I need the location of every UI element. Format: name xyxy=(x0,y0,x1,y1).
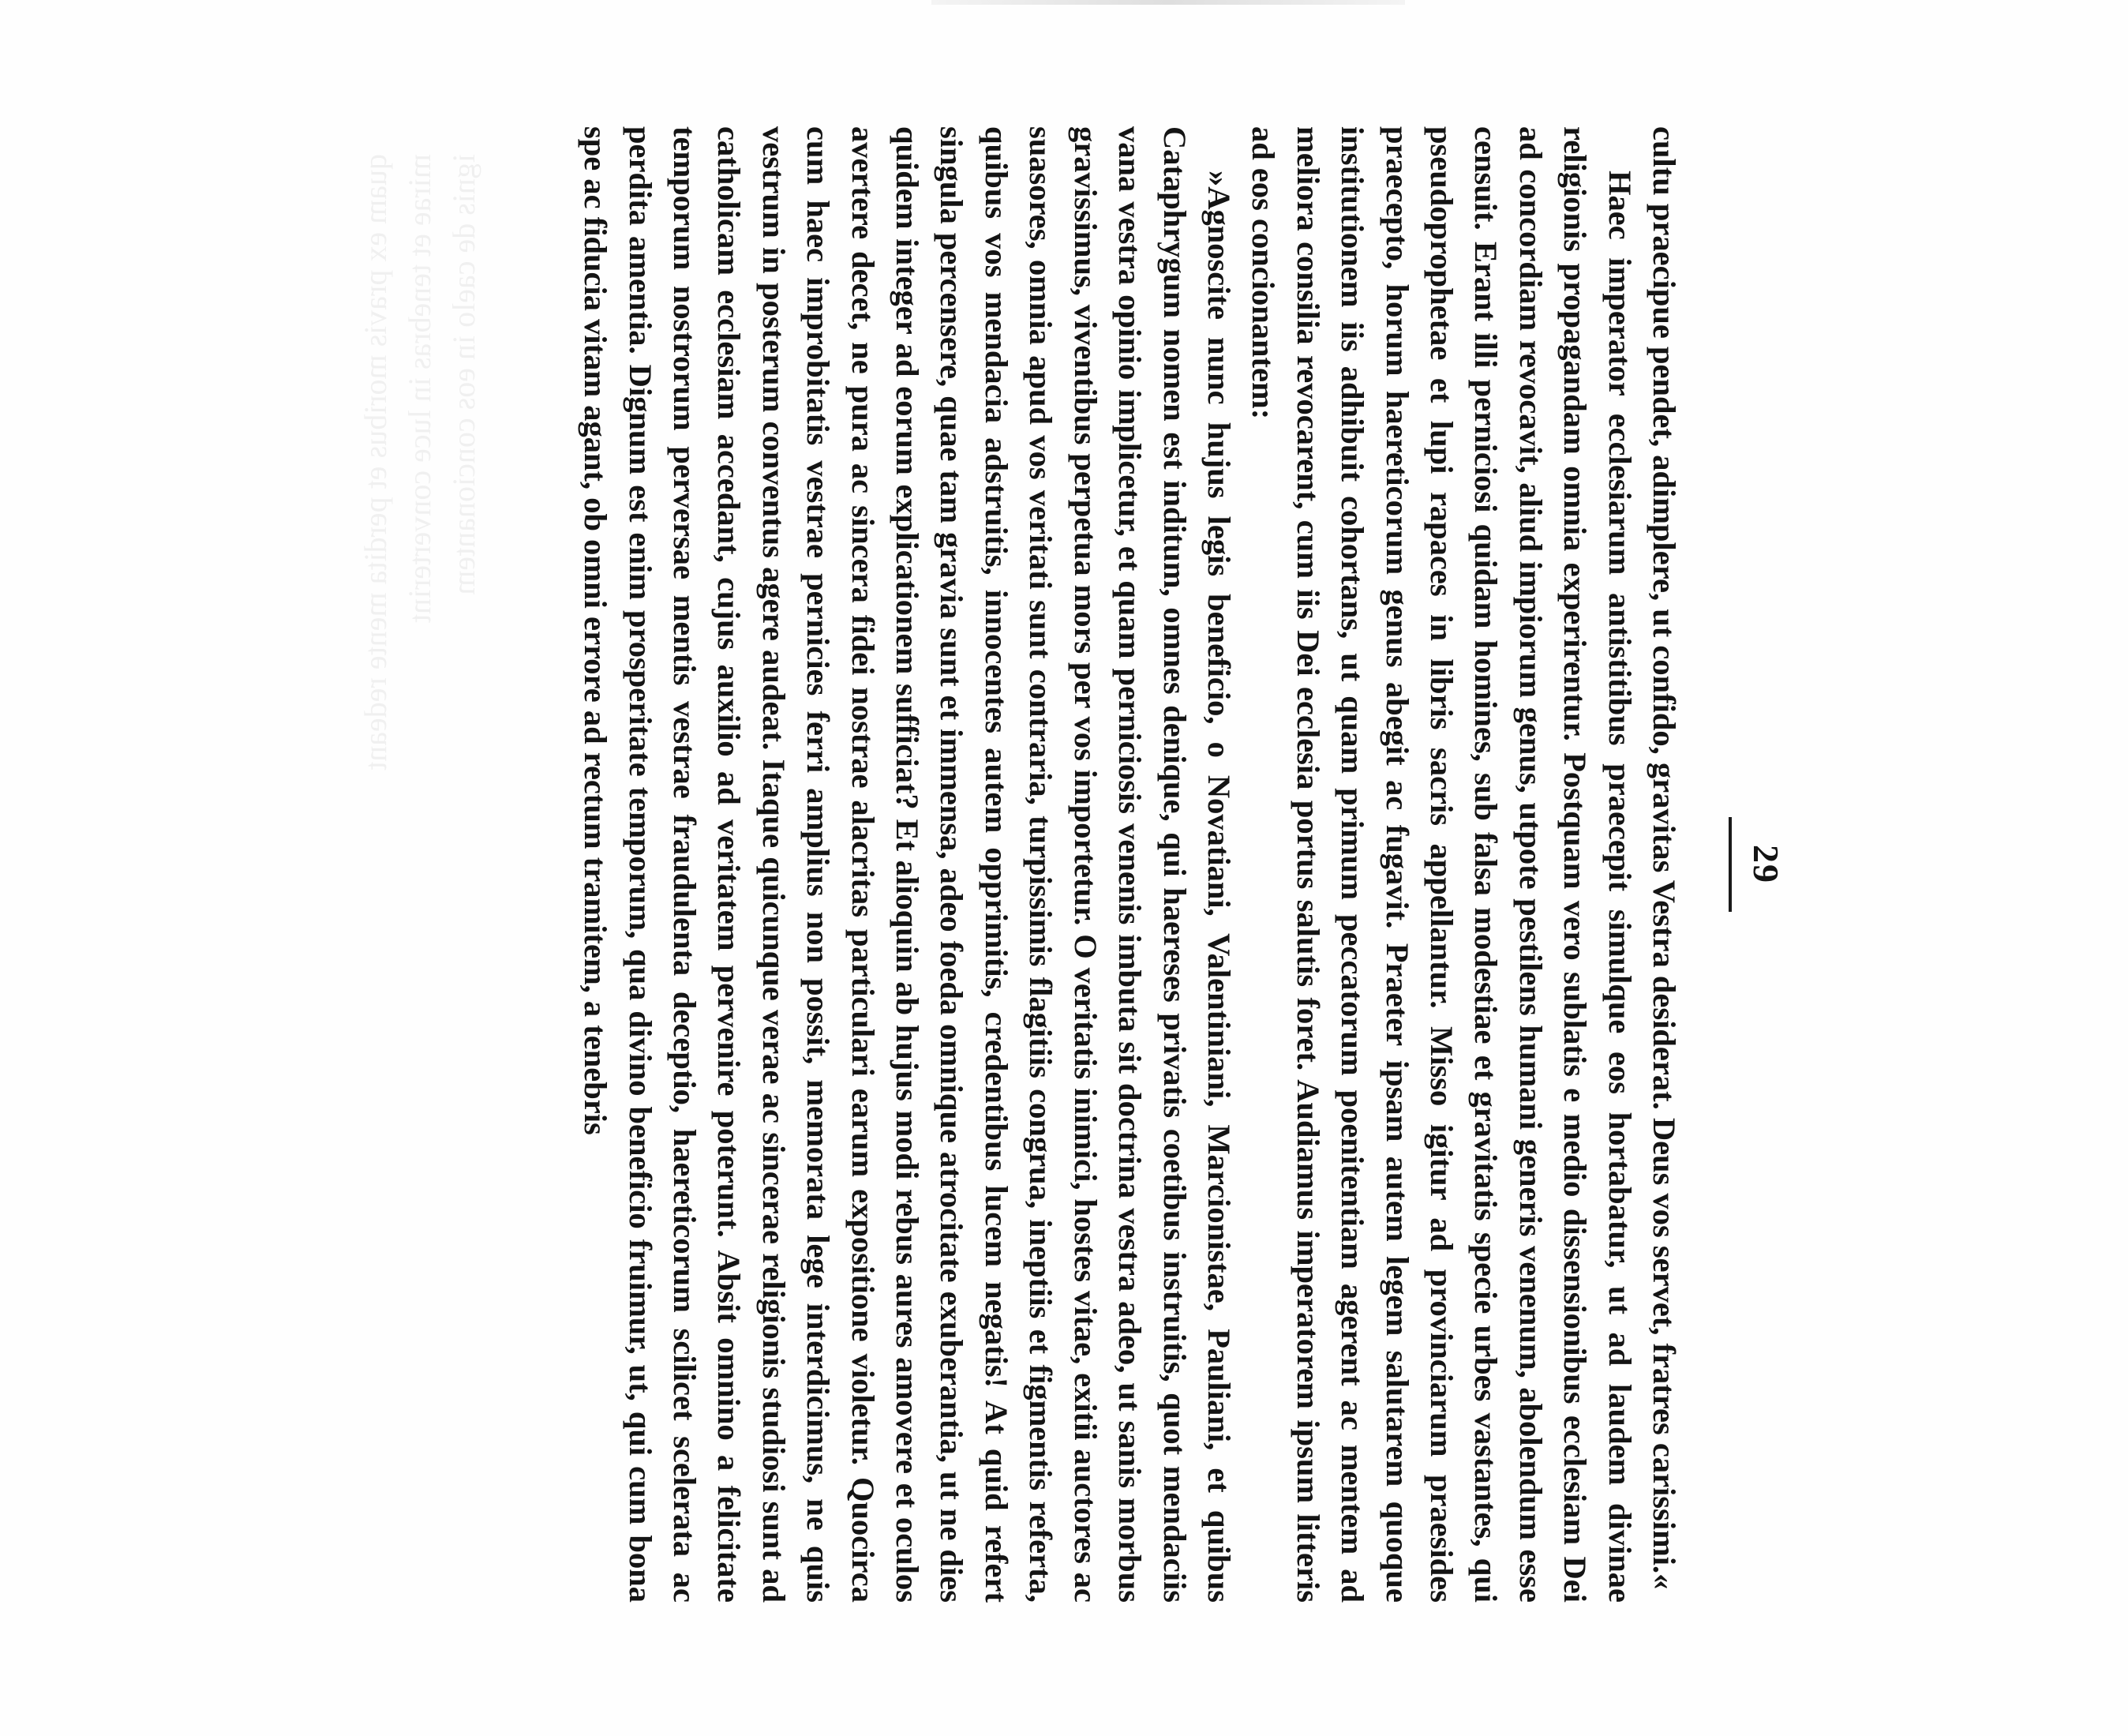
paragraph-continuation: cultu praecipue pendet, adimplere, ut confido, gravitas Vestra desiderat. Deus vos servet, fratres carissimi.« xyxy=(1647,126,1682,1590)
scan-edge-shadow xyxy=(931,0,1405,5)
body-text xyxy=(573,126,1686,1603)
paragraph-edict-quote: »Agnoscite nunc hujus legis beneficio, o Novatiani, Valentiniani, Marcionistae, Pauliani, et quibus Cataphrygum nomen est inditum, omnes denique, qui haereses privatis coetibus instruitis, quot mendaciis vana vestra opinio implicetur, et quam perniciosis venenis imbuta sit doctrina vestra adeo, ut sanis morbus gravissimus, viventibus perpetua mors per vos importetur. O veritatis inimici, hostes vitae, exitii auctores ac suasores, omnia apud vos veritati sunt contraria, turpissimis flagitiis congrua, ineptiis et figmentis referta, quibus vos mendacia adstruitis, innocentes autem opprimitis, credentibus lucem negatis! At quid refert singula percensere, quae tam gravia sunt et immensa, adeo foeda omnique atrocitate exuberantia, ut ne dies quidem integer ad eorum explicationem sufficiat? Et alioquin ab hujus modi rebus aures amovere et oculos avertere decet, ne pura ac sincera fidei nostrae alacritas particulari earum expositione violetur. Quocirca cum haec improbitatis vestrae pernicies ferri amplius non possit, memorata lege interdicimus, ne quis vestrum in posterum conventus agere audeat. Itaque quicunque verae ac sincerae religionis studiosi sunt ad catholicam ecclesiam accedant, cujus auxilio ad veritatem pervenire poterunt. Absit omnino a felicitate temporum nostrorum perversae mentis vestrae fraudulenta deceptio, haereticorum scilicet scelerata ac perdita amentia. Dignum est enim prosperitate temporum, qua divino beneficio fruimur, ut, qui cum bona spe ac fiducia vitam agant, ob omni errore ad rectum tramitem, a tenebris xyxy=(578,126,1237,1603)
paragraph-narrative: Haec imperator ecclesiarum antistitibus praecepit simulque eos hortabatur, ut ad laudem divinae religionis propagandam omnia experirentur. Postquam vero sublatis e medio dissensionibus ecclesiam Dei ad concordiam revocavit, aliud impiorum genus, utpote pestilens humani generis venenum, abolendum esse censuit. Erant illi perniciosi quidam homines, sub falsa modestiae et gravitatis specie urbes vastantes, qui pseudoprophetae et lupi rapaces in libris sacris appellantur. Misso igitur ad provinciarum praesides praecepto, horum haereticorum genus abegit ac fugavit. Praeter ipsam autem legem salutarem quoque institutionem iis adhibuit cohortans, ut quam primum peccatorum poenitentiam agerent ac mentem ad meliora consilia revocarent, cum iis Dei ecclesia portus salutis foret. Audiamus imperatorem ipsum litteris ad eos concionantem: xyxy=(1246,126,1638,1603)
bleed-line: ignis de caelo in eos concionantem xyxy=(446,154,481,595)
page-number: 29 xyxy=(1746,845,1786,884)
bleed-line: mirae et tenebras in luce converterint xyxy=(402,154,437,624)
page-header xyxy=(1702,126,1796,1603)
rotated-book-page xyxy=(332,126,1796,1603)
header-rule xyxy=(1729,817,1732,912)
bleed-line: quam ex pravis moribus et perdita mente redeant xyxy=(358,154,393,771)
